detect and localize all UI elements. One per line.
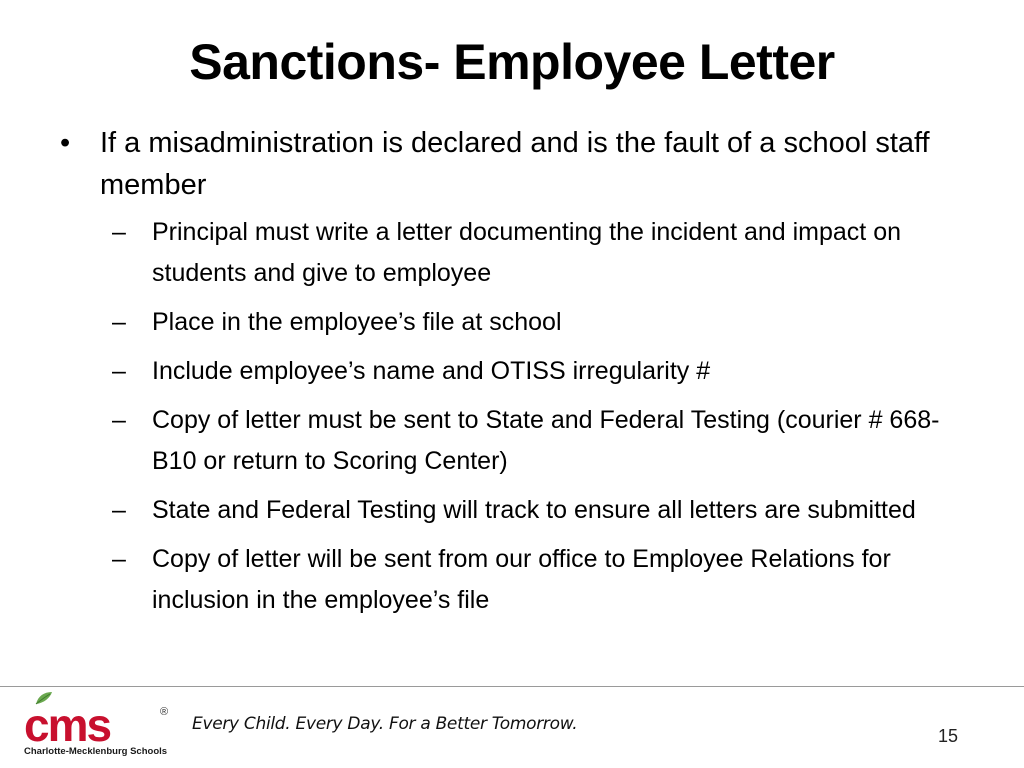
sub-bullet [60, 539, 970, 621]
sub-bullet [60, 302, 970, 343]
logo-subtext: Charlotte-Mecklenburg Schools [24, 746, 168, 757]
logo-wordmark: cms [24, 699, 111, 751]
dash-marker: – [112, 496, 126, 524]
sub-bullet-text: Include employee’s name and OTISS irregularity # [152, 357, 711, 385]
main-bullet-text: If a misadministration is declared and is the fault of a school staff member [100, 127, 930, 201]
bullet-marker: • [60, 127, 71, 159]
sub-bullet-text: Copy of letter will be sent from our office to Employee Relations for inclusion in the employee’s file [152, 545, 891, 614]
sub-bullet [60, 490, 970, 531]
sub-bullet-text: Place in the employee’s file at school [152, 308, 562, 336]
sub-bullet-text: State and Federal Testing will track to ensure all letters are submitted [152, 496, 916, 524]
sub-bullet-text: Copy of letter must be sent to State and Federal Testing (courier # 668- B10 or return to Scoring Center) [152, 406, 940, 475]
dash-marker: – [112, 357, 126, 385]
page-number: 15 [938, 726, 959, 746]
dash-marker: – [112, 545, 126, 573]
dash-marker: – [112, 218, 126, 246]
footer-divider [0, 686, 1024, 687]
sub-bullet [60, 212, 970, 294]
dash-marker: – [112, 406, 126, 434]
cms-logo [14, 690, 184, 760]
tagline: Every Child. Every Day. For a Better Tomorrow. [192, 714, 578, 734]
slide-content [60, 122, 970, 629]
sub-bullet [60, 400, 970, 482]
main-bullet [60, 122, 970, 206]
registered-mark: ® [160, 706, 169, 718]
sub-bullet-list [60, 212, 970, 621]
sub-bullet [60, 351, 970, 392]
sub-bullet-text: Principal must write a letter documenting the incident and impact on students and give to employee [152, 218, 901, 287]
slide-title: Sanctions- Employee Letter [189, 34, 835, 90]
dash-marker: – [112, 308, 126, 336]
